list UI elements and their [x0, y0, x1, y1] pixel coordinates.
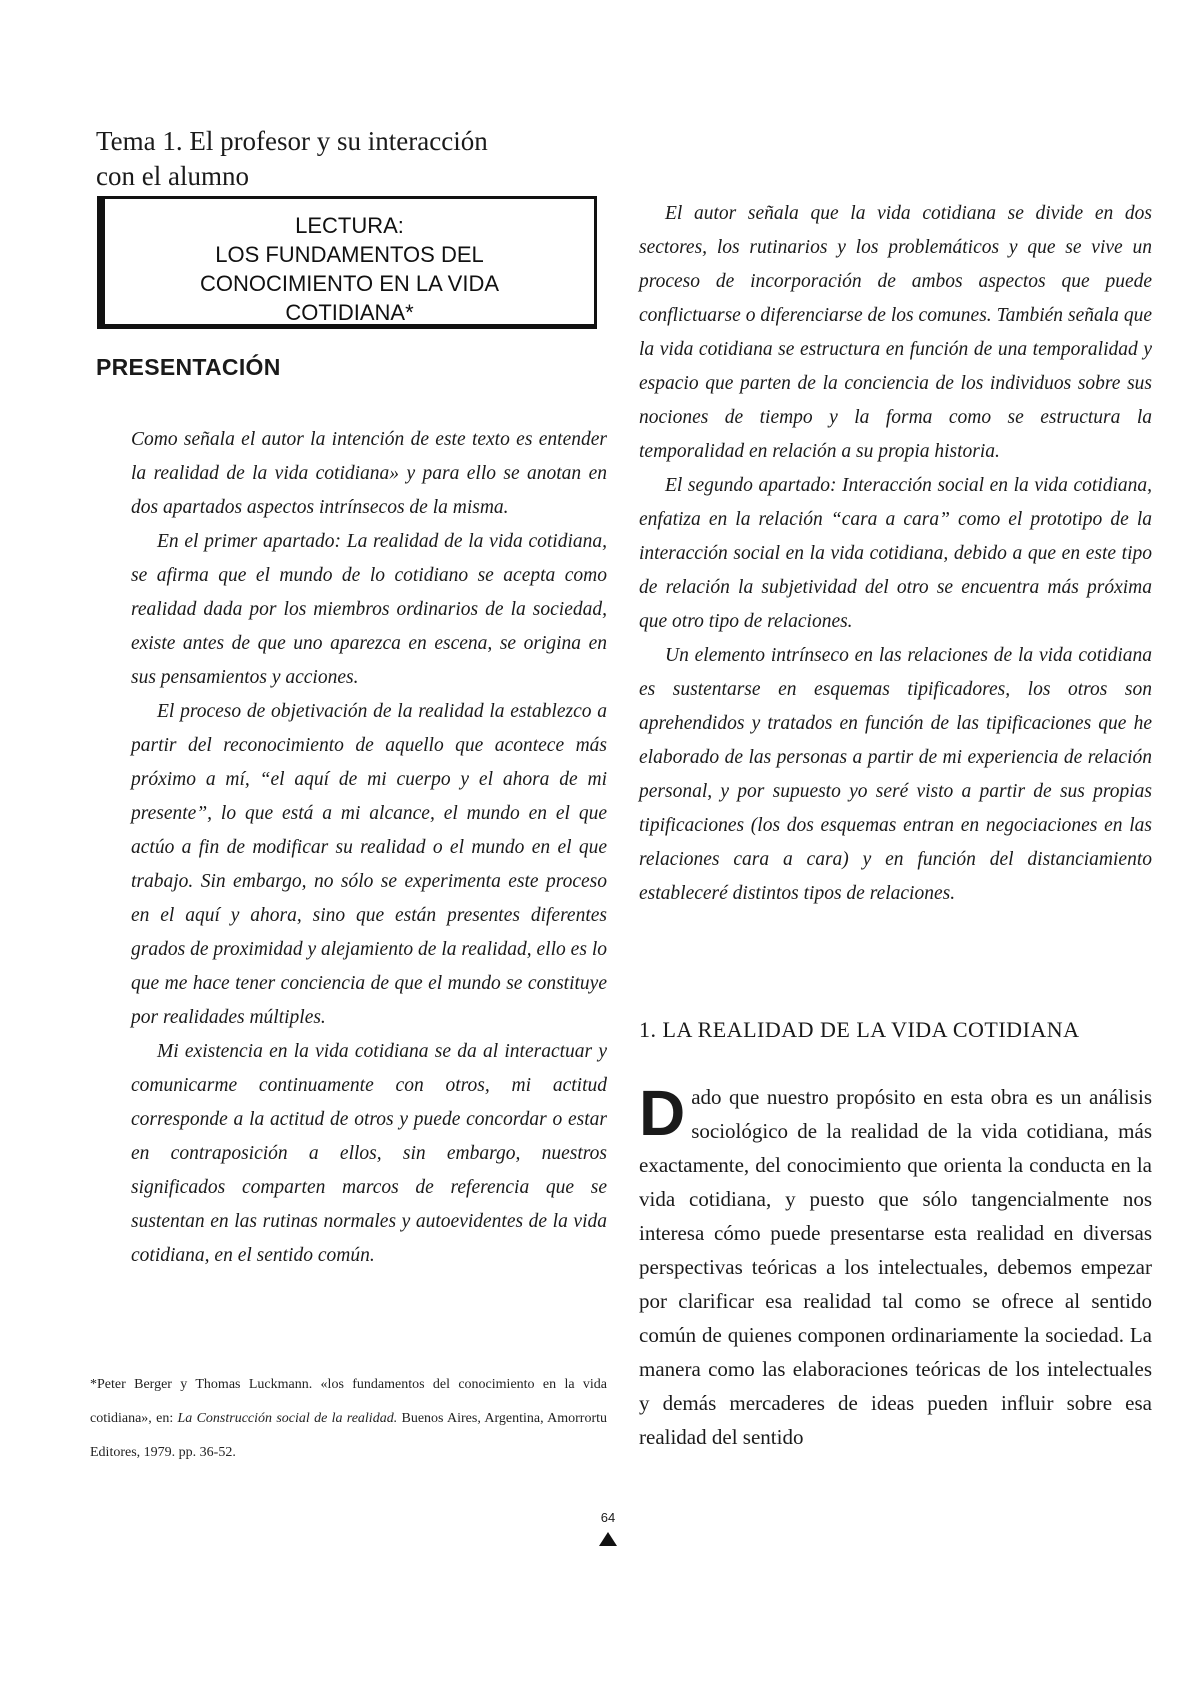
presentacion-left-column	[131, 423, 607, 1273]
presentacion-paragraph-1: Como señala el autor la intención de este texto es entender la realidad de la vida cotidiana» y para ello se anotan en dos apartados aspectos intrínsecos de la misma.	[131, 429, 607, 518]
footnote-suffix: Buenos Aires, Argentina, Amorrortu Editores, 1979. pp. 36-52.	[90, 1411, 607, 1460]
footnote-prefix: *Peter Berger y Thomas Luckmann. «los fundamentos del conocimiento en la vida cotidiana», en:	[90, 1377, 607, 1426]
section-1-text: ado que nuestro propósito en esta obra es un análisis sociológico de la realidad de la vida cotidiana, más exactamente, del conocimiento que orienta la conducta en la vida cotidiana, y puesto que sólo tangencialmente nos interesa cómo puede presentarse esta realidad en diversas perspectivas teóricas a los intelectuales, debemos empezar por clarificar esa realidad tal como se ofrece al sentido común de quienes componen ordinariamente la sociedad. La manera como las elaboraciones teóricas de los intelectuales y demás mercaderes de ideas pueden influir sobre esa realidad del sentido	[639, 1085, 1152, 1449]
page-number: 64	[600, 1510, 616, 1525]
lectura-box	[97, 196, 597, 329]
lectura-title-line-4: COTIDIANA*	[285, 300, 414, 325]
lectura-title	[105, 211, 594, 327]
presentacion-paragraph-3: El proceso de objetivación de la realidad la establezco a partir del reconocimiento de aquello que acontece más próximo a mí, “el aquí de mi cuerpo y el ahora de mi presente”, lo que está a mi alcance, el mundo en el que actúo a fin de modificar su realidad o el mundo en el que trabajo. Sin embargo, no sólo se experimenta este proceso en el aquí y ahora, sino que están presentes diferentes grados de proximidad y alejamiento de la realidad, ello es lo que me hace tener conciencia de que el mundo se constituye por realidades múltiples.	[131, 701, 607, 1028]
section-1-title: 1. LA REALIDAD DE LA VIDA COTIDIANA	[639, 1017, 1080, 1042]
lectura-title-line-3: CONOCIMIENTO EN LA VIDA	[199, 271, 500, 296]
lectura-label: LECTURA:	[295, 213, 404, 238]
footnote-book-title: La Construcción social de la realidad.	[177, 1411, 398, 1426]
presentacion-right-paragraph-1: El autor señala que la vida cotidiana se divide en dos sectores, los rutinarios y los problemáticos y que se vive un proceso de incorporación de ambos aspectos que puede conflictuarse o diferenciarse de los comunes. También señala que la vida cotidiana se estructura en función de una temporalidad y espacio que parten de la conciencia de los individuos sobre sus nociones de tiempo y la forma como se estructura la temporalidad en relación a su propia historia.	[639, 203, 1152, 462]
presentacion-paragraph-2: En el primer apartado: La realidad de la vida cotidiana, se afirma que el mundo de lo cotidiano se acepta como realidad dada por los miembros ordinarios de la sociedad, existe antes de que uno aparezca en escena, se origina en sus pensamientos y acciones.	[131, 531, 607, 688]
lectura-title-line-2: LOS FUNDAMENTOS DEL	[215, 242, 484, 267]
tema-heading	[96, 124, 536, 194]
presentacion-right-column	[639, 197, 1152, 911]
dropcap: D	[639, 1077, 686, 1149]
presentacion-heading: PRESENTACIÓN	[96, 354, 281, 380]
presentacion-paragraph-4: Mi existencia en la vida cotidiana se da al interactuar y comunicarme continuamente con otros, mi actitud corresponde a la actitud de otros y puede concordar o estar en contraposición a ellos, sin embargo, nuestros significados comparten marcos de referencia que se sustentan en las rutinas normales y autoevidentes de la vida cotidiana, en el sentido común.	[131, 1041, 607, 1266]
section-1-body	[639, 1077, 1152, 1454]
tema-line-1: Tema 1. El profesor y su interacción	[96, 126, 488, 156]
tema-line-2: con el alumno	[96, 161, 249, 191]
page-marker-triangle-icon	[599, 1532, 617, 1546]
footnote	[90, 1368, 607, 1470]
presentacion-right-paragraph-2: El segundo apartado: Interacción social en la vida cotidiana, enfatiza en la relación “cara a cara” como el prototipo de la interacción social en la vida cotidiana, debido a que en este tipo de relación la subjetividad del otro se encuentra más próxima que otro tipo de relaciones.	[639, 475, 1152, 632]
presentacion-right-paragraph-3: Un elemento intrínseco en las relaciones de la vida cotidiana es sustentarse en esquemas tipificadores, los otros son aprehendidos y tratados en función de las tipificaciones que he elaborado de las personas a partir de mi experiencia de relación personal, y por supuesto yo seré visto a partir de sus propias tipificaciones (los dos esquemas entran en negociaciones en las relaciones cara a cara) y en función del distanciamiento estableceré distintos tipos de relaciones.	[639, 645, 1152, 904]
